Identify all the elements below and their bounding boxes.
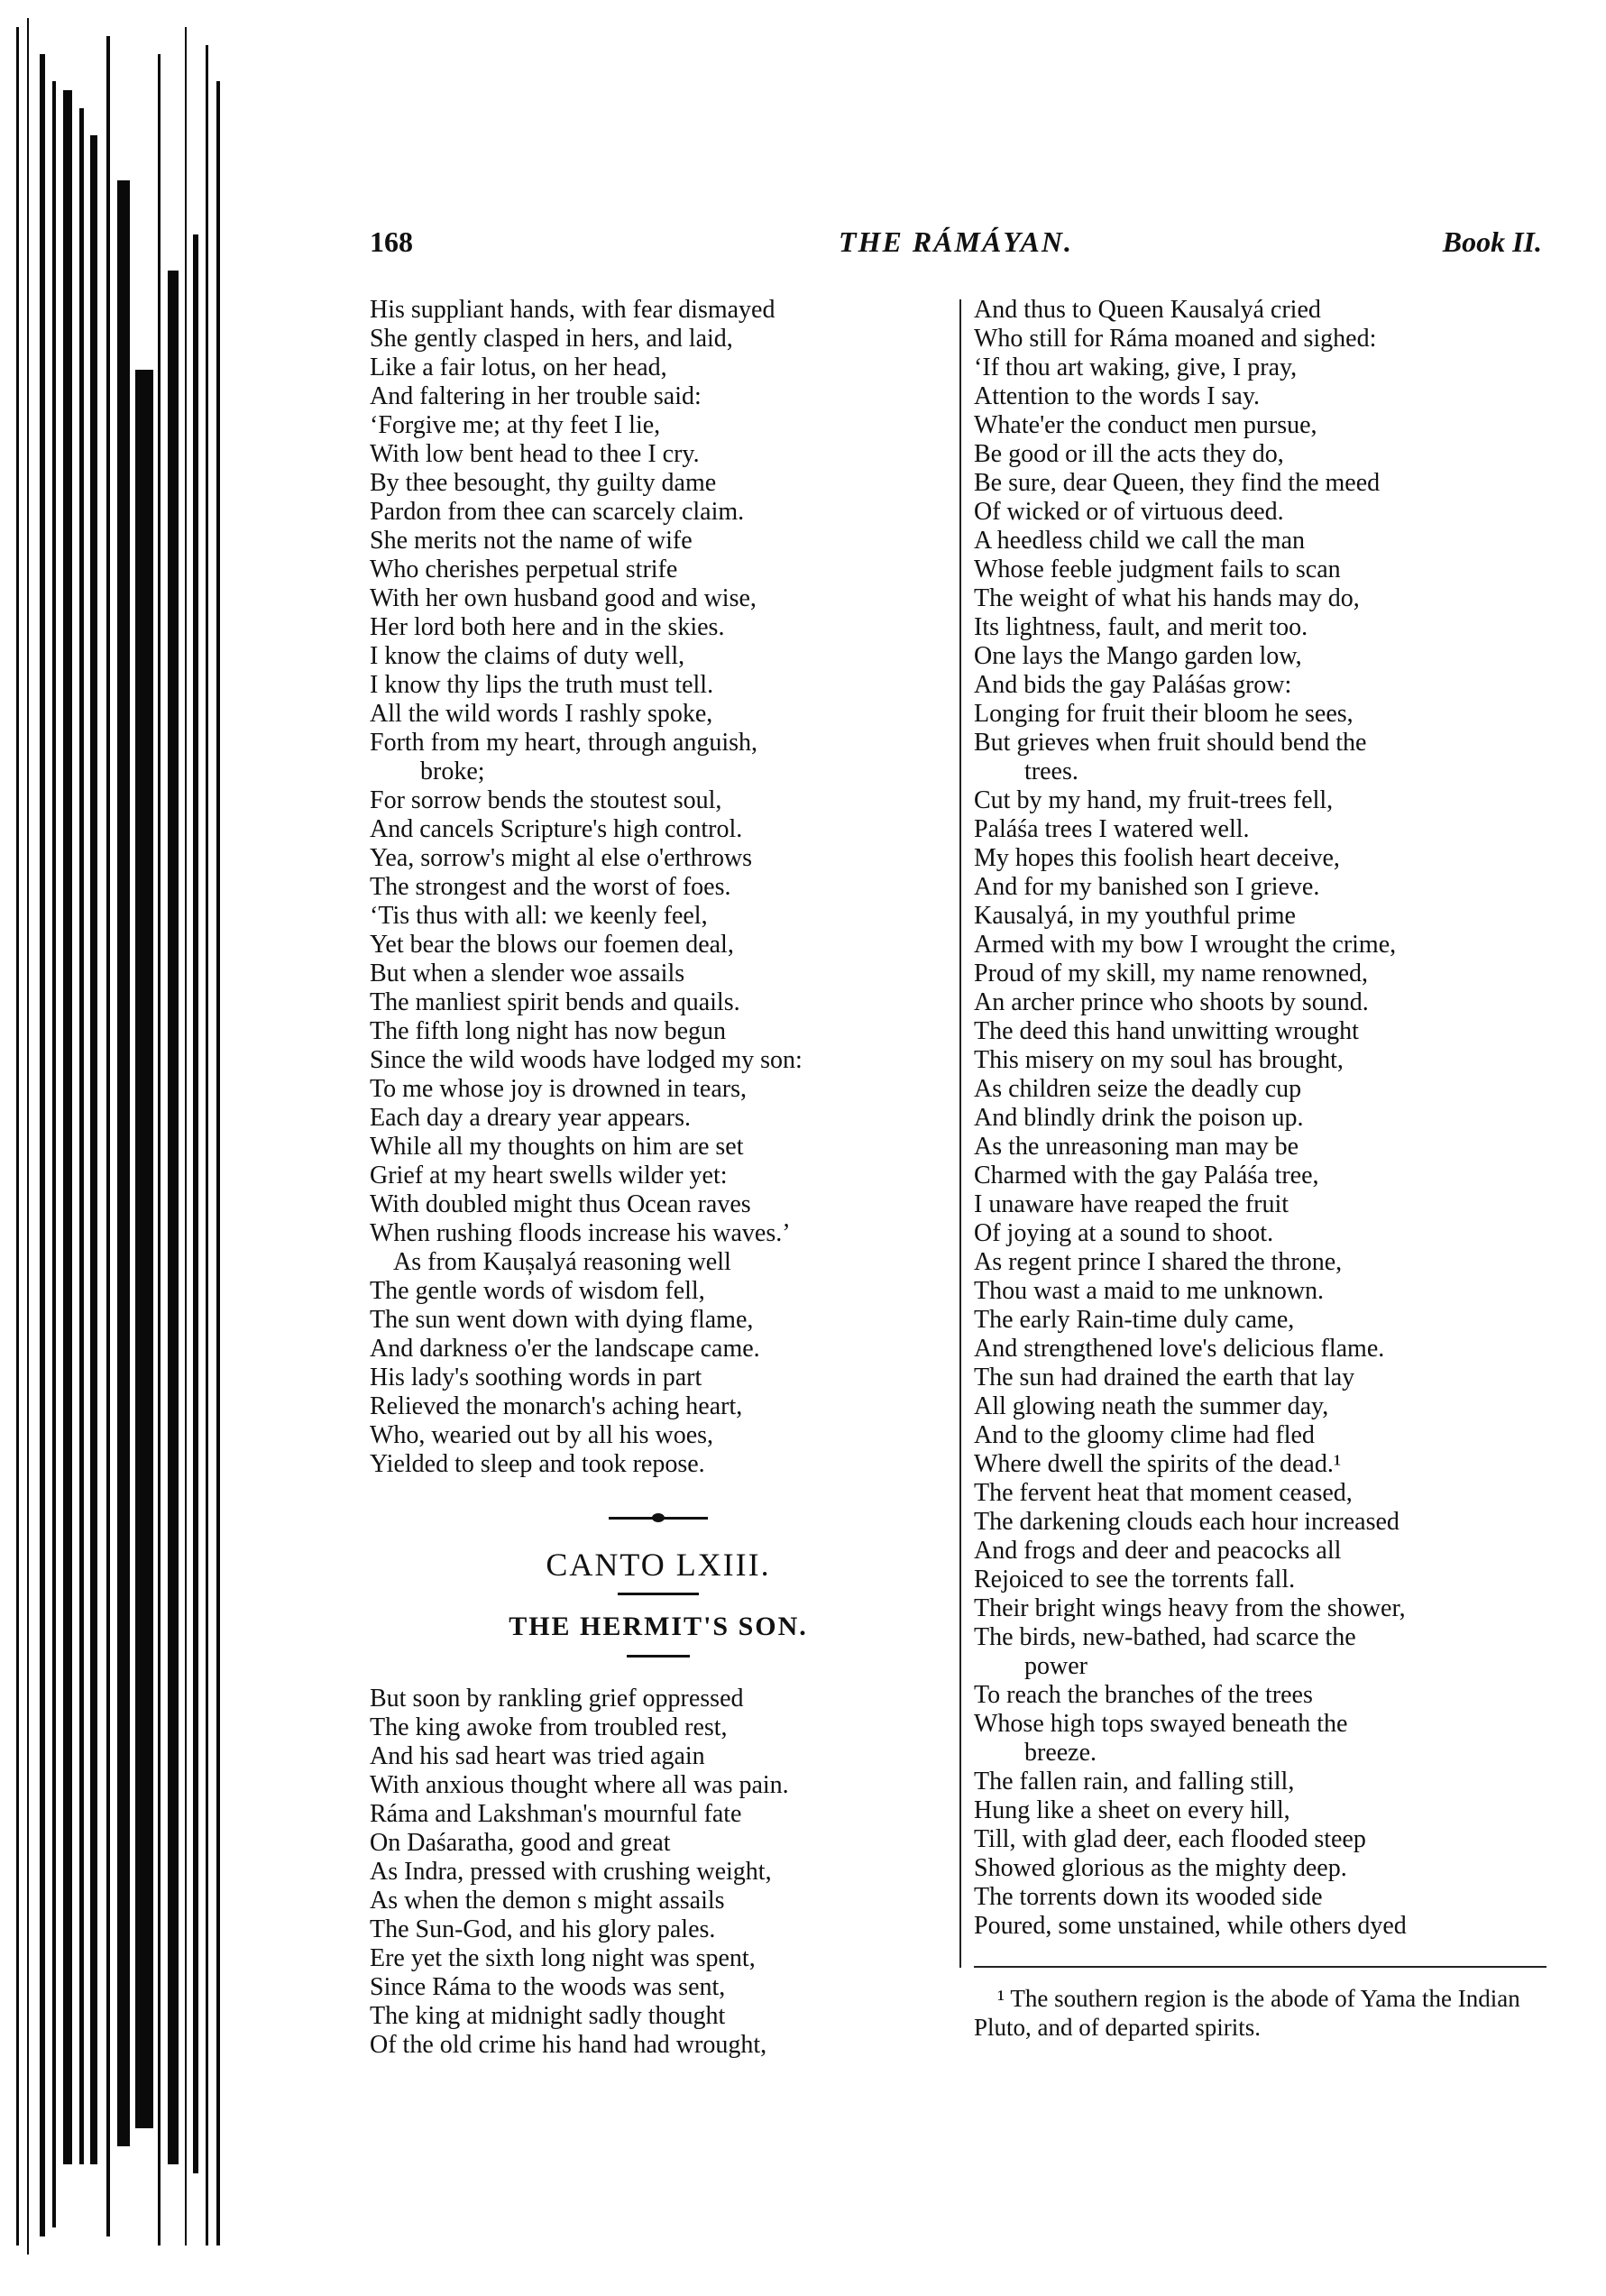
verse-line: Of joying at a sound to shoot. (974, 1219, 1274, 1247)
verse-line: To me whose joy is drowned in tears, (370, 1075, 747, 1103)
verse-line: All the wild words I rashly spoke, (370, 700, 713, 728)
verse-line: The sun had drained the earth that lay (974, 1364, 1355, 1391)
verse-line: As Indra, pressed with crushing weight, (370, 1858, 772, 1886)
verse-line: And for my banished son I grieve. (974, 873, 1320, 901)
verse-line: broke; (420, 758, 485, 785)
footnote-rule (974, 1966, 1546, 1968)
verse-line: Yielded to sleep and took repose. (370, 1450, 705, 1478)
verse-line: On Daśaratha, good and great (370, 1829, 671, 1857)
verse-line: But grieves when fruit should bend the (974, 729, 1367, 757)
verse-line: As regent prince I shared the throne, (974, 1248, 1343, 1276)
running-title: THE RÁMÁYAN. (839, 225, 1073, 258)
verse-line: Since the wild woods have lodged my son: (370, 1046, 803, 1074)
footnote: ¹ The southern region is the abode of Yama the Indian Pluto, and of departed spirits. (974, 1985, 1520, 2041)
verse-line: The manliest spirit bends and quails. (370, 988, 740, 1016)
verse-line: Of wicked or of virtuous deed. (974, 498, 1284, 526)
verse-line: I know thy lips the truth must tell. (370, 671, 714, 699)
verse-line: And cancels Scripture's high control. (370, 815, 743, 843)
verse-line: By thee besought, thy guilty dame (370, 469, 717, 497)
right-column (974, 296, 1546, 2042)
verse-line: breeze. (1024, 1739, 1097, 1767)
verse-line: The king awoke from troubled rest, (370, 1713, 728, 1741)
verse-line: Proud of my skill, my name renowned, (974, 960, 1369, 987)
left-verse-block-2 (370, 1685, 947, 2060)
scan-edge-noise (0, 0, 271, 2296)
verse-line: Yea, sorrow's might al else o'erthrows (370, 844, 753, 872)
verse-line: Pardon from thee can scarcely claim. (370, 498, 745, 526)
verse-line: trees. (1024, 758, 1078, 785)
verse-line: She gently clasped in hers, and laid, (370, 325, 733, 353)
verse-line: But soon by rankling grief oppressed (370, 1685, 744, 1713)
verse-line: Relieved the monarch's aching heart, (370, 1392, 743, 1420)
verse-line: Poured, some unstained, while others dyed (974, 1912, 1407, 1940)
verse-line: Charmed with the gay Paláśa tree, (974, 1162, 1319, 1189)
verse-line: Ráma and Lakshman's mournful fate (370, 1800, 742, 1828)
verse-line: Grief at my heart swells wilder yet: (370, 1162, 728, 1189)
verse-line: A heedless child we call the man (974, 527, 1305, 555)
verse-line: The early Rain-time duly came, (974, 1306, 1295, 1334)
verse-line: Rejoiced to see the torrents fall. (974, 1566, 1296, 1593)
verse-line: I unaware have reaped the fruit (974, 1190, 1289, 1218)
verse-line: With anxious thought where all was pain. (370, 1771, 789, 1799)
verse-line: The torrents down its wooded side (974, 1883, 1323, 1911)
verse-line: ‘Forgive me; at thy feet I lie, (370, 411, 661, 439)
verse-line: Thou wast a maid to me unknown. (974, 1277, 1325, 1305)
verse-line: To reach the branches of the trees (974, 1681, 1313, 1709)
verse-line: She merits not the name of wife (370, 527, 693, 555)
verse-line: Cut by my hand, my fruit-trees fell, (974, 786, 1334, 814)
verse-line: Till, with glad deer, each flooded steep (974, 1825, 1366, 1853)
verse-line: This misery on my soul has brought, (974, 1046, 1344, 1074)
verse-line: And strengthened love's delicious flame. (974, 1335, 1385, 1363)
verse-line: The weight of what his hands may do, (974, 584, 1360, 612)
verse-line: One lays the Mango garden low, (974, 642, 1302, 670)
verse-line: And faltering in her trouble said: (370, 382, 702, 410)
verse-line: And blindly drink the poison up. (974, 1104, 1304, 1132)
left-verse-block (370, 296, 947, 1479)
subtitle-rule (627, 1655, 690, 1658)
verse-line: Who, wearied out by all his woes, (370, 1421, 714, 1449)
verse-line: With doubled might thus Ocean raves (370, 1190, 751, 1218)
left-column (370, 296, 947, 2060)
verse-line: The deed this hand unwitting wrought (974, 1017, 1359, 1045)
canto-rule (618, 1593, 699, 1595)
verse-line: Forth from my heart, through anguish, (370, 729, 758, 757)
verse-line: Yet bear the blows our foemen deal, (370, 931, 734, 959)
verse-line: As children seize the deadly cup (974, 1075, 1302, 1103)
page-number: 168 (370, 225, 413, 258)
canto-subtitle: THE HERMIT'S SON. (509, 1612, 808, 1641)
canto-title: CANTO LXIII. (546, 1547, 771, 1583)
verse-line: Longing for fruit their bloom he sees, (974, 700, 1354, 728)
verse-line: Her lord both here and in the skies. (370, 613, 725, 641)
verse-line: Their bright wings heavy from the shower, (974, 1594, 1406, 1622)
verse-line: As the unreasoning man may be (974, 1133, 1299, 1161)
verse-line: Armed with my bow I wrought the crime, (974, 931, 1397, 959)
verse-line: ‘Tis thus with all: we keenly feel, (370, 902, 708, 930)
verse-line: His suppliant hands, with fear dismayed (370, 296, 775, 324)
verse-line: Be sure, dear Queen, they find the meed (974, 469, 1381, 497)
verse-line: Showed glorious as the mighty deep. (974, 1854, 1347, 1882)
verse-line: The darkening clouds each hour increased (974, 1508, 1400, 1536)
verse-line: Whate'er the conduct men pursue, (974, 411, 1317, 439)
verse-line: All glowing neath the summer day, (974, 1392, 1329, 1420)
verse-line: I know the claims of duty well, (370, 642, 685, 670)
verse-line: Of the old crime his hand had wrought, (370, 2031, 767, 2059)
verse-line: Since Ráma to the woods was sent, (370, 1973, 726, 2001)
verse-line: With low bent head to thee I cry. (370, 440, 700, 468)
verse-line: Who still for Ráma moaned and sighed: (974, 325, 1377, 353)
book-label: Book II. (1442, 225, 1542, 258)
verse-line: And frogs and deer and peacocks all (974, 1537, 1342, 1565)
verse-line: The sun went down with dying flame, (370, 1306, 754, 1334)
verse-line: Whose high tops swayed beneath the (974, 1710, 1348, 1738)
verse-line: And to the gloomy clime had fled (974, 1421, 1315, 1449)
verse-line: As when the demon s might assails (370, 1887, 725, 1915)
verse-line: The Sun-God, and his glory pales. (370, 1915, 716, 1943)
verse-line: And his sad heart was tried again (370, 1742, 705, 1770)
verse-line: Where dwell the spirits of the dead.¹ (974, 1450, 1342, 1478)
verse-line: The fervent heat that moment ceased, (974, 1479, 1353, 1507)
verse-line: The fallen rain, and falling still, (974, 1768, 1295, 1795)
verse-line: Its lightness, fault, and merit too. (974, 613, 1308, 641)
section-ornament (609, 1513, 708, 1522)
verse-line: As from Kaușalyá reasoning well (393, 1248, 731, 1276)
verse-line: The strongest and the worst of foes. (370, 873, 731, 901)
right-verse-block (974, 296, 1546, 1941)
book-page (361, 216, 1551, 2200)
verse-line: Each day a dreary year appears. (370, 1104, 692, 1132)
verse-line: The birds, new-bathed, had scarce the (974, 1623, 1356, 1651)
verse-line: While all my thoughts on him are set (370, 1133, 744, 1161)
verse-line: And thus to Queen Kausalyá cried (974, 296, 1321, 324)
verse-line: With her own husband good and wise, (370, 584, 757, 612)
verse-line: His lady's soothing words in part (370, 1364, 702, 1391)
verse-line: The fifth long night has now begun (370, 1017, 727, 1045)
verse-line: And bids the gay Paláśas grow: (974, 671, 1292, 699)
verse-line: ‘If thou art waking, give, I pray, (974, 354, 1298, 381)
verse-line: And darkness o'er the landscape came. (370, 1335, 760, 1363)
running-header (370, 225, 1542, 271)
verse-line: Whose feeble judgment fails to scan (974, 556, 1341, 583)
verse-line: Who cherishes perpetual strife (370, 556, 678, 583)
verse-line: The king at midnight sadly thought (370, 2002, 726, 2030)
column-divider (959, 299, 961, 1968)
verse-line: Ere yet the sixth long night was spent, (370, 1944, 756, 1972)
verse-line: When rushing floods increase his waves.’ (370, 1219, 791, 1247)
verse-line: Be good or ill the acts they do, (974, 440, 1284, 468)
verse-line: The gentle words of wisdom fell, (370, 1277, 705, 1305)
verse-line: An archer prince who shoots by sound. (974, 988, 1369, 1016)
verse-line: Attention to the words I say. (974, 382, 1261, 410)
verse-line: My hopes this foolish heart deceive, (974, 844, 1340, 872)
verse-line: Paláśa trees I watered well. (974, 815, 1250, 843)
verse-line: power (1024, 1652, 1087, 1680)
verse-line: But when a slender woe assails (370, 960, 685, 987)
verse-line: Kausalyá, in my youthful prime (974, 902, 1296, 930)
verse-line: Hung like a sheet on every hill, (974, 1796, 1290, 1824)
verse-line: For sorrow bends the stoutest soul, (370, 786, 722, 814)
verse-line: Like a fair lotus, on her head, (370, 354, 667, 381)
